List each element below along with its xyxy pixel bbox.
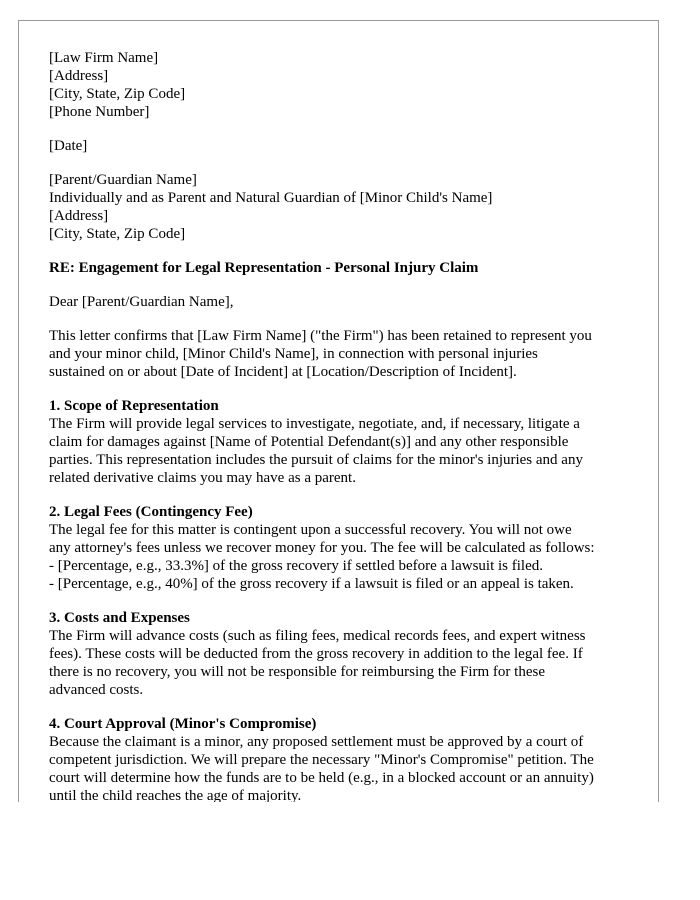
section-line: until the child reaches the age of majority. — [49, 788, 302, 802]
recipient-name: [Parent/Guardian Name] — [49, 172, 197, 188]
sender-phone: [Phone Number] — [49, 104, 150, 120]
section-line: related derivative claims you may have as a parent. — [49, 470, 356, 486]
letter-body — [49, 49, 639, 802]
salutation-block — [49, 293, 639, 311]
section-legal-fees — [49, 503, 639, 593]
section-heading: 1. Scope of Representation — [49, 398, 219, 414]
date-block — [49, 137, 639, 155]
section-line: advanced costs. — [49, 682, 144, 698]
section-scope — [49, 397, 639, 487]
section-heading: 2. Legal Fees (Contingency Fee) — [49, 504, 253, 520]
section-line: there is no recovery, you will not be responsible for reimbursing the Firm for these — [49, 664, 545, 680]
intro-line: and your minor child, [Minor Child's Name], in connection with personal injuries — [49, 346, 538, 362]
sender-city-state-zip: [City, State, Zip Code] — [49, 86, 186, 102]
section-line: claim for damages against [Name of Potential Defendant(s)] and any other responsible — [49, 434, 569, 450]
letter-page — [18, 20, 659, 802]
fee-bullet: - [Percentage, e.g., 40%] of the gross recovery if a lawsuit is filed or an appeal is taken. — [49, 576, 574, 592]
letter-date: [Date] — [49, 138, 88, 154]
sender-firm-name: [Law Firm Name] — [49, 50, 159, 66]
section-line: fees). These costs will be deducted from the gross recovery in addition to the legal fee. If — [49, 646, 583, 662]
intro-line: sustained on or about [Date of Incident] at [Location/Description of Incident]. — [49, 364, 517, 380]
section-line: Because the claimant is a minor, any proposed settlement must be approved by a court of — [49, 734, 584, 750]
section-court-approval — [49, 715, 639, 802]
section-line: The Firm will advance costs (such as filing fees, medical records fees, and expert witness — [49, 628, 586, 644]
section-line: parties. This representation includes the pursuit of claims for the minor's injuries and any — [49, 452, 583, 468]
section-heading: 4. Court Approval (Minor's Compromise) — [49, 716, 317, 732]
section-line: court will determine how the funds are to be held (e.g., in a blocked account or an annuity) — [49, 770, 594, 786]
recipient-address: [Address] — [49, 208, 109, 224]
recipient-capacity: Individually and as Parent and Natural Guardian of [Minor Child's Name] — [49, 190, 493, 206]
section-line: any attorney's fees unless we recover money for you. The fee will be calculated as follows: — [49, 540, 595, 556]
sender-block — [49, 49, 639, 121]
section-heading: 3. Costs and Expenses — [49, 610, 190, 626]
recipient-city-state-zip: [City, State, Zip Code] — [49, 226, 186, 242]
intro-line: This letter confirms that [Law Firm Name] ("the Firm") has been retained to represent you — [49, 328, 592, 344]
section-costs — [49, 609, 639, 699]
intro-paragraph — [49, 327, 639, 381]
section-line: The legal fee for this matter is contingent upon a successful recovery. You will not owe — [49, 522, 572, 538]
recipient-block — [49, 171, 639, 243]
section-line: The Firm will provide legal services to investigate, negotiate, and, if necessary, litigate a — [49, 416, 580, 432]
fee-bullet: - [Percentage, e.g., 33.3%] of the gross recovery if settled before a lawsuit is filed. — [49, 558, 543, 574]
salutation: Dear [Parent/Guardian Name], — [49, 294, 234, 310]
subject-line: RE: Engagement for Legal Representation - Personal Injury Claim — [49, 260, 479, 276]
subject-block — [49, 259, 639, 277]
section-line: competent jurisdiction. We will prepare the necessary "Minor's Compromise" petition. The — [49, 752, 594, 768]
sender-address: [Address] — [49, 68, 109, 84]
